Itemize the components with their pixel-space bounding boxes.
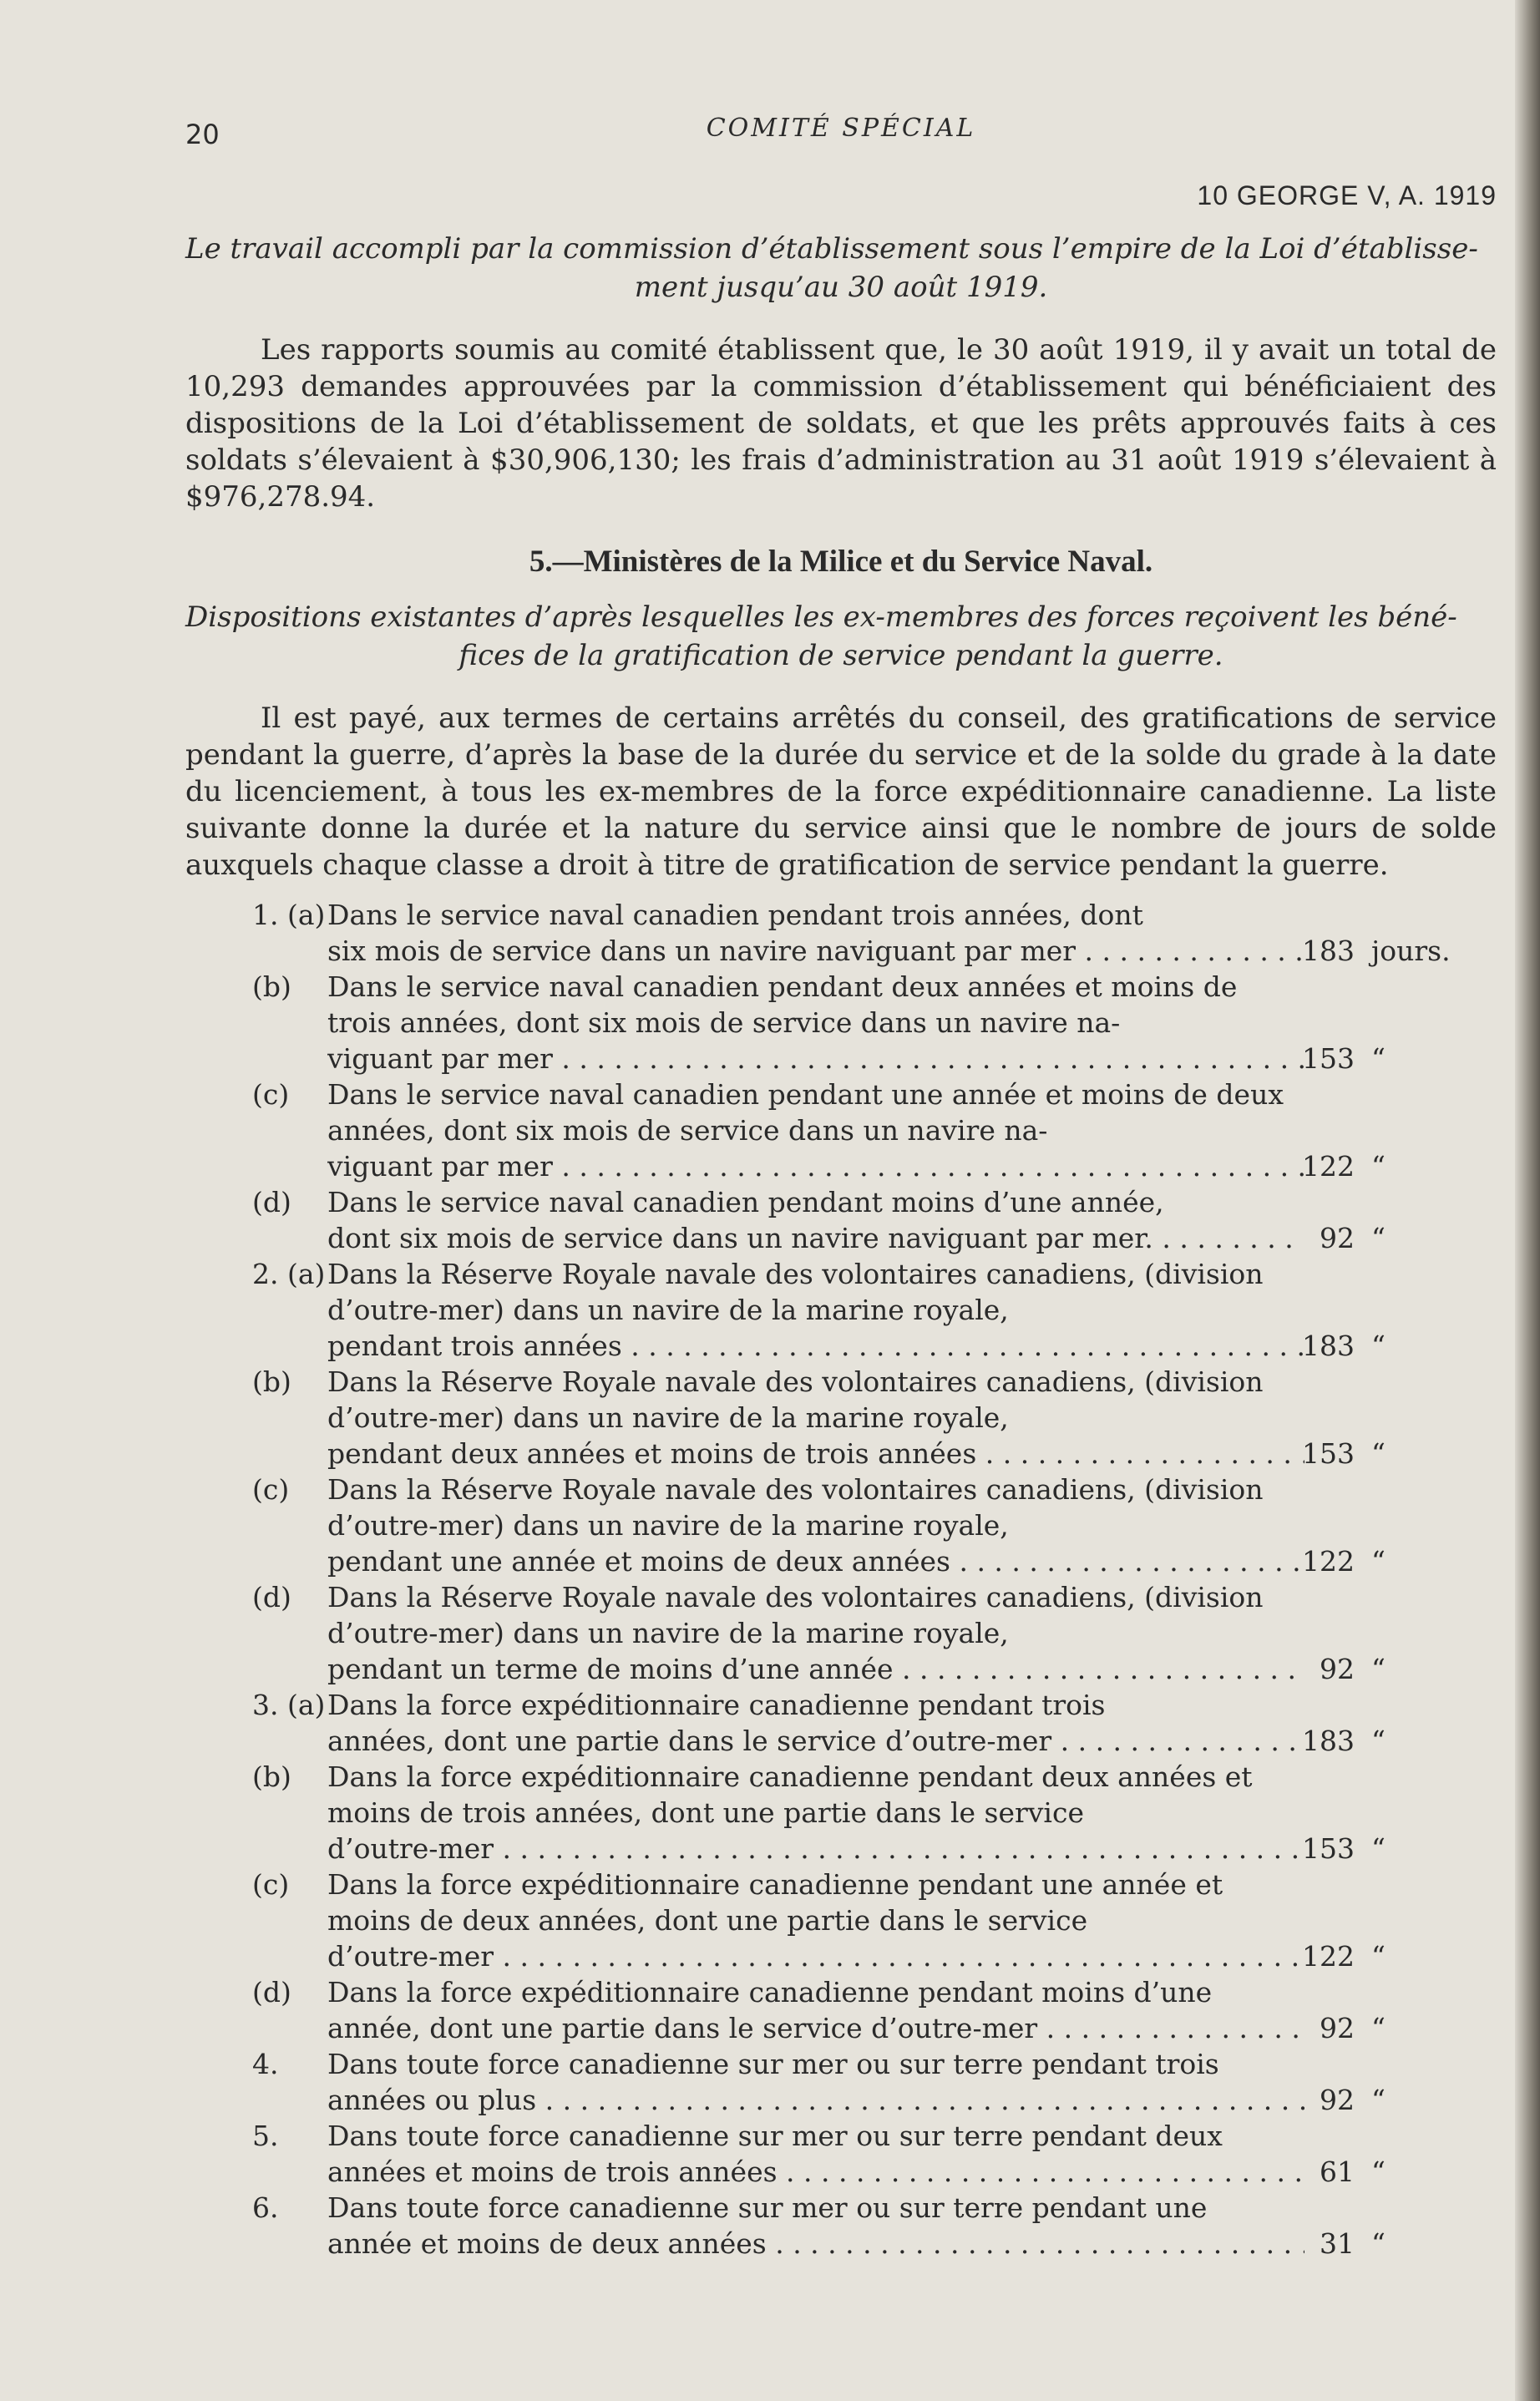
item-unit: “ xyxy=(1371,2084,1385,2116)
item-number: 3. (a) xyxy=(252,1689,326,1721)
list-item xyxy=(185,1364,1385,1471)
item-number: (c) xyxy=(252,1473,290,1506)
item-last-line: six mois de service dans un navire naviguant par mer . . . xyxy=(327,933,1304,969)
item-text: Dans la force expéditionnaire canadienne pendant moins d’une xyxy=(327,1976,1213,2008)
page-number: 20 xyxy=(185,119,220,150)
item-unit: “ xyxy=(1371,2227,1385,2260)
session-label: 10 GEORGE V, A. 1919 xyxy=(1197,180,1497,210)
page-edge-shadow xyxy=(1515,0,1540,2401)
item-last-line: années ou plus . . . xyxy=(327,2082,1304,2118)
list-item xyxy=(185,1867,1385,1974)
section-subheading-line2: fices de la gratification de service pendant la guerre. xyxy=(458,639,1223,672)
section-subheading xyxy=(185,598,1497,675)
item-last-line: pendant une année et moins de deux années . . . xyxy=(327,1543,1304,1579)
list-item xyxy=(185,1759,1385,1867)
item-text: Dans le service naval canadien pendant une année et moins de deux années, dont six mois de service dans un navire na- xyxy=(327,1078,1284,1147)
item-text: Dans la force expéditionnaire canadienne pendant trois xyxy=(327,1689,1106,1721)
item-text: Dans toute force canadienne sur mer ou sur terre pendant deux xyxy=(327,2120,1223,2152)
item-unit: “ xyxy=(1371,1330,1385,1362)
item-days: 153 xyxy=(1302,1832,1355,1865)
item-last-line: viguant par mer . . . xyxy=(327,1041,1304,1076)
settlement-heading xyxy=(185,230,1497,306)
list-item xyxy=(185,1256,1385,1364)
item-last-line: années, dont une partie dans le service d’outre-mer . . . xyxy=(327,1723,1304,1759)
list-item xyxy=(185,1184,1385,1256)
item-text: Dans le service naval canadien pendant moins d’une année, xyxy=(327,1186,1164,1218)
item-last-line: pendant un terme de moins d’une année . . . xyxy=(327,1651,1304,1687)
list-item xyxy=(185,1471,1385,1579)
item-unit: “ xyxy=(1371,1725,1385,1757)
item-last-line: viguant par mer . . . xyxy=(327,1148,1304,1184)
item-text: Dans la Réserve Royale navale des volontaires canadiens, (division d’outre-mer) dans un navire de la marine royale, xyxy=(327,1365,1264,1434)
item-text: Dans toute force canadienne sur mer ou sur terre pendant trois xyxy=(327,2048,1219,2080)
list-item xyxy=(185,2190,1385,2262)
item-unit: “ xyxy=(1371,2012,1385,2044)
item-unit: “ xyxy=(1371,1042,1385,1075)
item-days: 92 xyxy=(1320,2084,1355,2116)
item-last-line: pendant deux années et moins de trois années . . . xyxy=(327,1436,1304,1471)
section-title: 5.—Ministères de la Milice et du Service Naval. xyxy=(529,545,1153,579)
item-unit: “ xyxy=(1371,1545,1385,1578)
item-days: 31 xyxy=(1320,2227,1355,2260)
item-last-line: année, dont une partie dans le service d’outre-mer . . . xyxy=(327,2010,1304,2046)
item-unit: “ xyxy=(1371,1150,1385,1183)
running-header xyxy=(185,100,1497,150)
section-paragraph: Il est payé, aux termes de certains arrêtés du conseil, des gratifications de service pendant la guerre, d’après la base de la durée du service et de la solde du grade à la date du licenciement, à tous les ex-membres de la force expéditionnaire canadienne. La liste suivante donne la durée et la nature du service ainsi que le nombre de jours de solde auxquels chaque classe a droit à titre de gratification de service pendant la guerre. xyxy=(185,702,1497,882)
item-days: 92 xyxy=(1320,2012,1355,2044)
item-unit: “ xyxy=(1371,1222,1385,1254)
item-last-line: dont six mois de service dans un navire naviguant par mer. . . . xyxy=(327,1220,1304,1256)
item-number: (b) xyxy=(252,970,291,1003)
item-last-line: d’outre-mer . . . xyxy=(327,1831,1304,1867)
item-last-line: année et moins de deux années . . . xyxy=(327,2226,1304,2262)
item-days: 92 xyxy=(1320,1653,1355,1685)
item-unit: “ xyxy=(1371,1832,1385,1865)
gratuity-list xyxy=(185,897,1497,2262)
item-days: 122 xyxy=(1302,1150,1355,1183)
list-item xyxy=(185,1579,1385,1687)
item-text: Dans le service naval canadien pendant trois années, dont xyxy=(327,899,1143,931)
item-number: 4. xyxy=(252,2048,279,2080)
item-number: (b) xyxy=(252,1365,291,1398)
settlement-paragraph: Les rapports soumis au comité établissent que, le 30 août 1919, il y avait un total de 10,293 demandes approuvées par la commission d’établissement qui bénéficiaient des dispositions de la Loi d’établissement de soldats, et que les prêts approuvés faits à ces soldats s’élevaient à $30,906,130; les frais d’administration au 31 août 1919 s’élevaient à $976,278.94. xyxy=(185,333,1497,514)
item-number: 6. xyxy=(252,2191,279,2224)
item-days: 92 xyxy=(1320,1222,1355,1254)
item-days: 183 xyxy=(1302,935,1355,967)
item-text: Dans la Réserve Royale navale des volontaires canadiens, (division d’outre-mer) dans un navire de la marine royale, xyxy=(327,1473,1264,1542)
item-text: Dans la Réserve Royale navale des volontaires canadiens, (division d’outre-mer) dans un navire de la marine royale, xyxy=(327,1581,1264,1649)
item-days: 61 xyxy=(1320,2155,1355,2188)
item-unit: “ xyxy=(1371,1437,1385,1470)
item-number: 5. xyxy=(252,2120,279,2152)
item-number: (c) xyxy=(252,1078,290,1111)
item-number: (c) xyxy=(252,1868,290,1901)
item-number: (d) xyxy=(252,1186,291,1218)
list-item xyxy=(185,897,1451,969)
list-item xyxy=(185,2118,1385,2190)
item-number: 1. (a) xyxy=(252,899,326,931)
item-days: 183 xyxy=(1302,1725,1355,1757)
settlement-heading-line2: ment jusqu’au 30 août 1919. xyxy=(634,271,1048,304)
item-text: Dans toute force canadienne sur mer ou sur terre pendant une xyxy=(327,2191,1208,2224)
item-days: 122 xyxy=(1302,1940,1355,1973)
list-item xyxy=(185,2046,1385,2118)
item-last-line: années et moins de trois années . . . xyxy=(327,2154,1304,2190)
item-unit: “ xyxy=(1371,2155,1385,2188)
item-days: 153 xyxy=(1302,1042,1355,1075)
item-number: 2. (a) xyxy=(252,1258,326,1290)
item-number: (b) xyxy=(252,1760,291,1793)
settlement-heading-line1: Le travail accompli par la commission d’établissement sous l’empire de la Loi d’établisse- xyxy=(185,232,1478,266)
item-unit: jours. xyxy=(1371,935,1451,967)
item-days: 153 xyxy=(1302,1437,1355,1470)
item-text: Dans la Réserve Royale navale des volontaires canadiens, (division d’outre-mer) dans un navire de la marine royale, xyxy=(327,1258,1264,1326)
list-item xyxy=(185,1687,1385,1759)
item-text: Dans le service naval canadien pendant deux années et moins de trois années, dont six mois de service dans un navire na- xyxy=(327,970,1238,1039)
item-last-line: d’outre-mer . . . xyxy=(327,1938,1304,1974)
item-days: 122 xyxy=(1302,1545,1355,1578)
running-title: COMITÉ SPÉCIAL xyxy=(706,114,976,143)
list-item xyxy=(185,1974,1385,2046)
section-subheading-line1: Dispositions existantes d’après lesquelles les ex-membres des forces reçoivent les béné- xyxy=(185,600,1457,634)
item-unit: “ xyxy=(1371,1653,1385,1685)
item-days: 183 xyxy=(1302,1330,1355,1362)
document-page xyxy=(185,100,1497,2262)
item-number: (d) xyxy=(252,1976,291,2008)
item-unit: “ xyxy=(1371,1940,1385,1973)
item-text: Dans la force expéditionnaire canadienne pendant une année et moins de deux années, dont une partie dans le service xyxy=(327,1868,1223,1937)
item-number: (d) xyxy=(252,1581,291,1613)
list-item xyxy=(185,1076,1385,1184)
item-text: Dans la force expéditionnaire canadienne pendant deux années et moins de trois années, dont une partie dans le service xyxy=(327,1760,1253,1829)
item-last-line: pendant trois années . . . xyxy=(327,1328,1304,1364)
list-item xyxy=(185,969,1385,1076)
